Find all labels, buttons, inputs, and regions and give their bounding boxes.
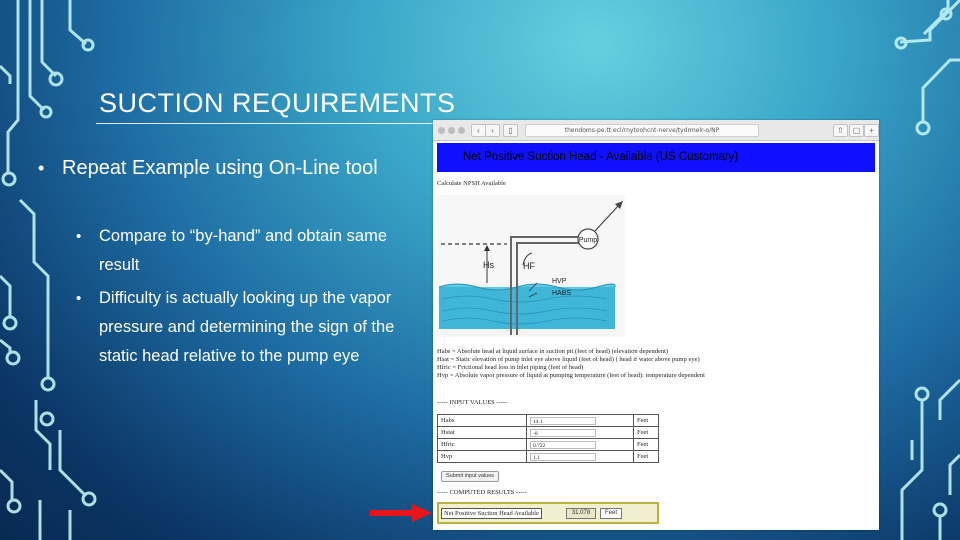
hvp-input[interactable]: 1.1 <box>530 453 596 461</box>
definitions <box>437 348 877 380</box>
share-icon[interactable]: ⇧ <box>833 124 848 137</box>
bullet-dot-icon: • <box>76 290 82 307</box>
input-section-label: ----- INPUT VALUES ----- <box>437 399 508 406</box>
unit-label: Feet <box>634 451 659 463</box>
bullet-dot-icon: • <box>38 158 45 178</box>
add-tab-icon[interactable]: + <box>864 124 879 137</box>
submit-button[interactable]: Submit input values <box>441 471 499 482</box>
result-label: Net Positive Suction Head Available <box>441 508 542 519</box>
input-name: Hstat <box>438 427 527 439</box>
unit-label: Feet <box>634 439 659 451</box>
def-hfric: Hfric = Frictional head loss in inlet piping (feet of head) <box>437 364 584 371</box>
slide-title: SUCTION REQUIREMENTS <box>99 88 456 118</box>
unit-label: Feet <box>634 415 659 427</box>
sidebar-icon[interactable]: ▯ <box>503 124 518 137</box>
result-unit: Feet <box>600 508 622 519</box>
address-bar[interactable]: thendoms-pe.tt.ecl/rnytoohcnt-nerve/tydrmelr-o/NP <box>525 124 759 137</box>
table-row <box>438 415 659 427</box>
hvp-label: HVP <box>552 278 567 285</box>
back-icon[interactable]: ‹ <box>471 124 486 137</box>
table-row <box>438 427 659 439</box>
input-table <box>437 414 659 463</box>
red-arrow-icon <box>370 504 432 522</box>
table-row <box>438 439 659 451</box>
calc-label: Calculate NPSH Available <box>437 180 506 187</box>
habs-label: HABS <box>552 290 572 297</box>
hfric-input[interactable]: 0.722 <box>530 441 596 449</box>
result-highlight <box>437 502 659 524</box>
habs-input[interactable]: 14.1 <box>530 417 596 425</box>
window-close-icon[interactable] <box>438 127 445 134</box>
bullet-text: Difficulty is actually looking up the vapor pressure and determining the sign of the static head relative to the pump eye <box>99 289 395 365</box>
input-name: Hvp <box>438 451 527 463</box>
input-name: Hfric <box>438 439 527 451</box>
hf-label: HF <box>523 261 535 271</box>
def-hstat: Hsat = Static elevation of pump inlet eye above liquid (feet of head) ( head if water above pump eye) <box>437 356 700 363</box>
bullet-dot-icon: • <box>76 228 82 245</box>
pump-label: Pump <box>578 237 598 244</box>
table-row <box>438 451 659 463</box>
page-header: Net Positive Suction Head - Available (US Customary) <box>437 143 875 172</box>
bullet-text: Compare to “by-hand” and obtain same result <box>99 227 387 274</box>
tabs-icon[interactable]: ▢ <box>849 124 864 137</box>
browser-toolbar <box>433 120 879 141</box>
def-hvp: Hvp = Absolute vapor pressure of liquid at pumping temperature (feet of head): temperature dependent <box>437 372 705 379</box>
window-minimize-icon[interactable] <box>448 127 455 134</box>
browser-screenshot <box>433 120 879 530</box>
result-value: 31.078 <box>566 508 596 519</box>
unit-label: Feet <box>634 427 659 439</box>
def-habs: Habs = Absolute head at liquid surface in suction pit (feet of head) (elevation dependent) <box>437 348 669 355</box>
input-name: Habs <box>438 415 527 427</box>
window-zoom-icon[interactable] <box>458 127 465 134</box>
computed-section-label: ----- COMPUTED RESULTS ----- <box>437 489 527 496</box>
hstat-input[interactable]: -8 <box>530 429 596 437</box>
npsh-diagram <box>437 195 625 337</box>
hs-label: Hs <box>483 260 494 270</box>
forward-icon[interactable]: › <box>485 124 500 137</box>
bullet-text: Repeat Example using On-Line tool <box>62 157 378 179</box>
title-underline <box>96 123 478 124</box>
